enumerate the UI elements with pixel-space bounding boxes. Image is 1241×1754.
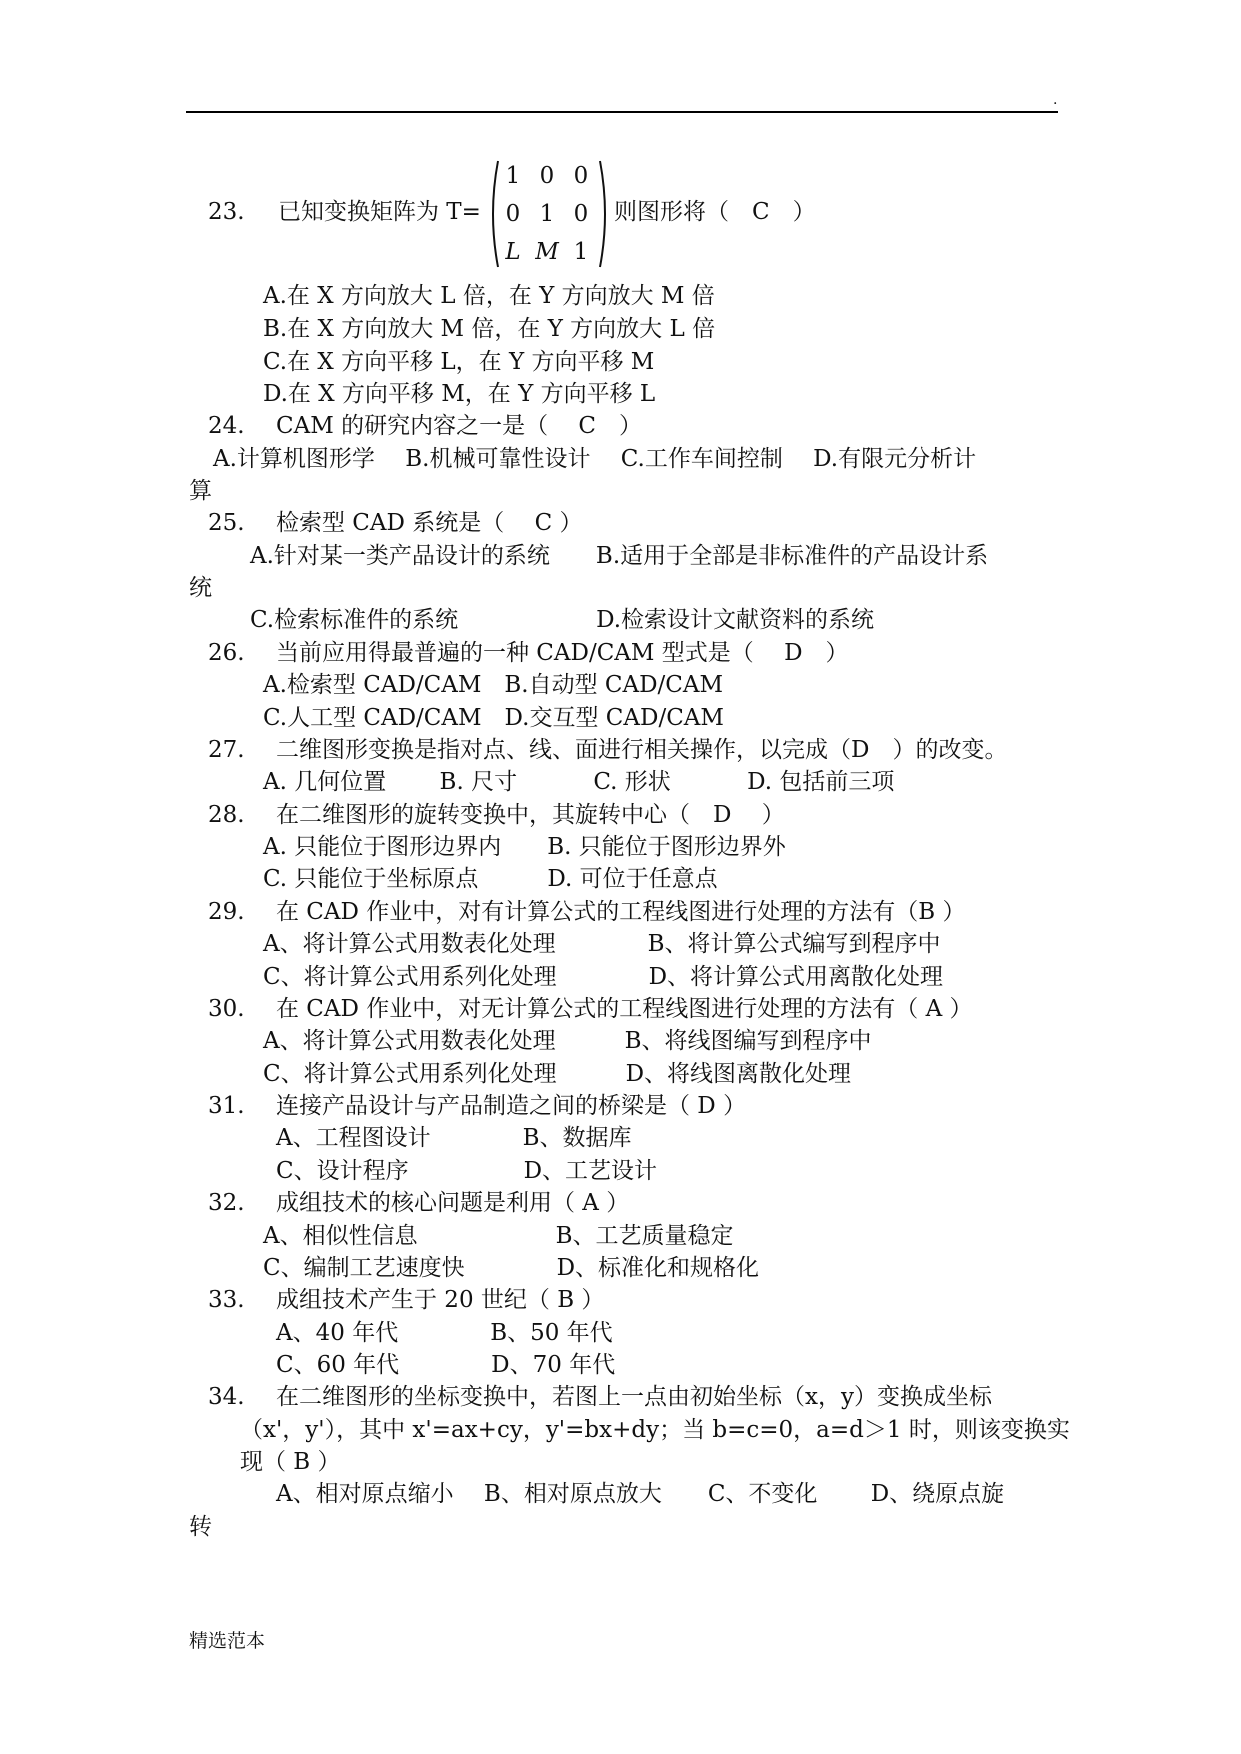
- matrix-cell: L: [505, 239, 521, 265]
- question-stem-continued: 现（ B ）: [240, 1449, 341, 1475]
- header-rule: [186, 111, 1058, 113]
- option-line: A、工程图设计 B、数据库: [276, 1125, 632, 1151]
- question-stem: 已知变换矩阵为 T=: [278, 199, 481, 225]
- option-line: 统: [189, 575, 212, 601]
- option-line: 算: [189, 478, 212, 504]
- question-number: 31.: [208, 1093, 245, 1119]
- question-stem: 在 CAD 作业中，对有计算公式的工程线图进行处理的方法有（B ）: [276, 899, 966, 925]
- option-line: A.计算机图形学 B.机械可靠性设计 C.工作车间控制 D.有限元分析计: [213, 446, 977, 472]
- question-number: 34.: [208, 1384, 245, 1410]
- option-line: A、将计算公式用数表化处理 B、将计算公式编写到程序中: [263, 931, 941, 957]
- question-stem: CAM 的研究内容之一是（ C ）: [276, 413, 642, 439]
- option-line: A.在 X 方向放大 L 倍，在 Y 方向放大 M 倍: [263, 283, 715, 309]
- matrix-cell: 1: [539, 201, 555, 227]
- option-line: D.在 X 方向平移 M，在 Y 方向平移 L: [263, 381, 656, 407]
- transform-matrix: [486, 158, 612, 270]
- option-line: A. 几何位置 B. 尺寸 C. 形状 D. 包括前三项: [263, 769, 895, 795]
- question-number: 33.: [208, 1287, 245, 1313]
- option-line: A、相对原点缩小 B、相对原点放大 C、不变化 D、绕原点旋: [276, 1481, 1005, 1507]
- option-line: C、将计算公式用系列化处理 D、将计算公式用离散化处理: [263, 964, 944, 990]
- matrix-cell: 0: [539, 163, 555, 189]
- option-line: C. 只能位于坐标原点 D. 可位于任意点: [263, 866, 718, 892]
- matrix-cell: 0: [573, 163, 589, 189]
- question-number: 29.: [208, 899, 245, 925]
- option-line: C、设计程序 D、工艺设计: [276, 1158, 658, 1184]
- question-number: 24.: [208, 413, 245, 439]
- question-number: 32.: [208, 1190, 245, 1216]
- option-line: C、编制工艺速度快 D、标准化和规格化: [263, 1255, 760, 1281]
- question-stem: 当前应用得最普遍的一种 CAD/CAM 型式是（ D ）: [276, 640, 849, 666]
- question-number: 28.: [208, 802, 245, 828]
- option-line: C、60 年代 D、70 年代: [276, 1352, 616, 1378]
- question-number: 25.: [208, 510, 245, 536]
- question-stem: 成组技术的核心问题是利用（ A ）: [276, 1190, 630, 1216]
- option-line: 转: [189, 1514, 212, 1540]
- option-line: A、40 年代 B、50 年代: [276, 1320, 613, 1346]
- footer-text: 精选范本: [189, 1630, 266, 1652]
- question-stem: 检索型 CAD 系统是（ C ）: [276, 510, 583, 536]
- option-line: A.检索型 CAD/CAM B.自动型 CAD/CAM: [263, 672, 724, 698]
- question-stem: 在二维图形的坐标变换中，若图上一点由初始坐标（x，y）变换成坐标: [276, 1384, 992, 1410]
- option-line: C、将计算公式用系列化处理 D、将线图离散化处理: [263, 1061, 852, 1087]
- question-stem: 在二维图形的旋转变换中，其旋转中心（ D ）: [276, 802, 785, 828]
- option-line: C.在 X 方向平移 L，在 Y 方向平移 M: [263, 349, 655, 375]
- question-number: 26.: [208, 640, 245, 666]
- option-line: A. 只能位于图形边界内 B. 只能位于图形边界外: [263, 834, 786, 860]
- option-line: A、相似性信息 B、工艺质量稳定: [263, 1223, 734, 1249]
- question-number: 23.: [208, 199, 245, 225]
- option-line: C.人工型 CAD/CAM D.交互型 CAD/CAM: [263, 705, 724, 731]
- question-stem: 在 CAD 作业中，对无计算公式的工程线图进行处理的方法有（ A ）: [276, 996, 973, 1022]
- matrix-cell: M: [535, 239, 559, 265]
- matrix-cell: 1: [573, 239, 589, 265]
- option-line: A、将计算公式用数表化处理 B、将线图编写到程序中: [263, 1028, 872, 1054]
- matrix-cell: 0: [573, 201, 589, 227]
- question-tail: 则图形将（ C ）: [614, 199, 816, 225]
- option-line: A.针对某一类产品设计的系统 B.适用于全部是非标准件的产品设计系: [250, 543, 989, 569]
- question-stem: 二维图形变换是指对点、线、面进行相关操作，以完成（D ）的改变。: [276, 737, 1008, 763]
- question-stem: 连接产品设计与产品制造之间的桥梁是（ D ）: [276, 1093, 747, 1119]
- option-line: B.在 X 方向放大 M 倍，在 Y 方向放大 L 倍: [263, 316, 716, 342]
- question-number: 30.: [208, 996, 245, 1022]
- matrix-cell: 0: [505, 201, 521, 227]
- option-line: C.检索标准件的系统 D.检索设计文献资料的系统: [250, 607, 875, 633]
- matrix-cell: 1: [505, 163, 521, 189]
- question-stem-continued: （x'，y'），其中 x'=ax+cy，y'=bx+dy；当 b=c=0，a=d＞1 时，则该变换实: [240, 1417, 1070, 1443]
- header-mark: .: [1053, 92, 1058, 108]
- question-number: 27.: [208, 737, 245, 763]
- question-stem: 成组技术产生于 20 世纪（ B ）: [276, 1287, 605, 1313]
